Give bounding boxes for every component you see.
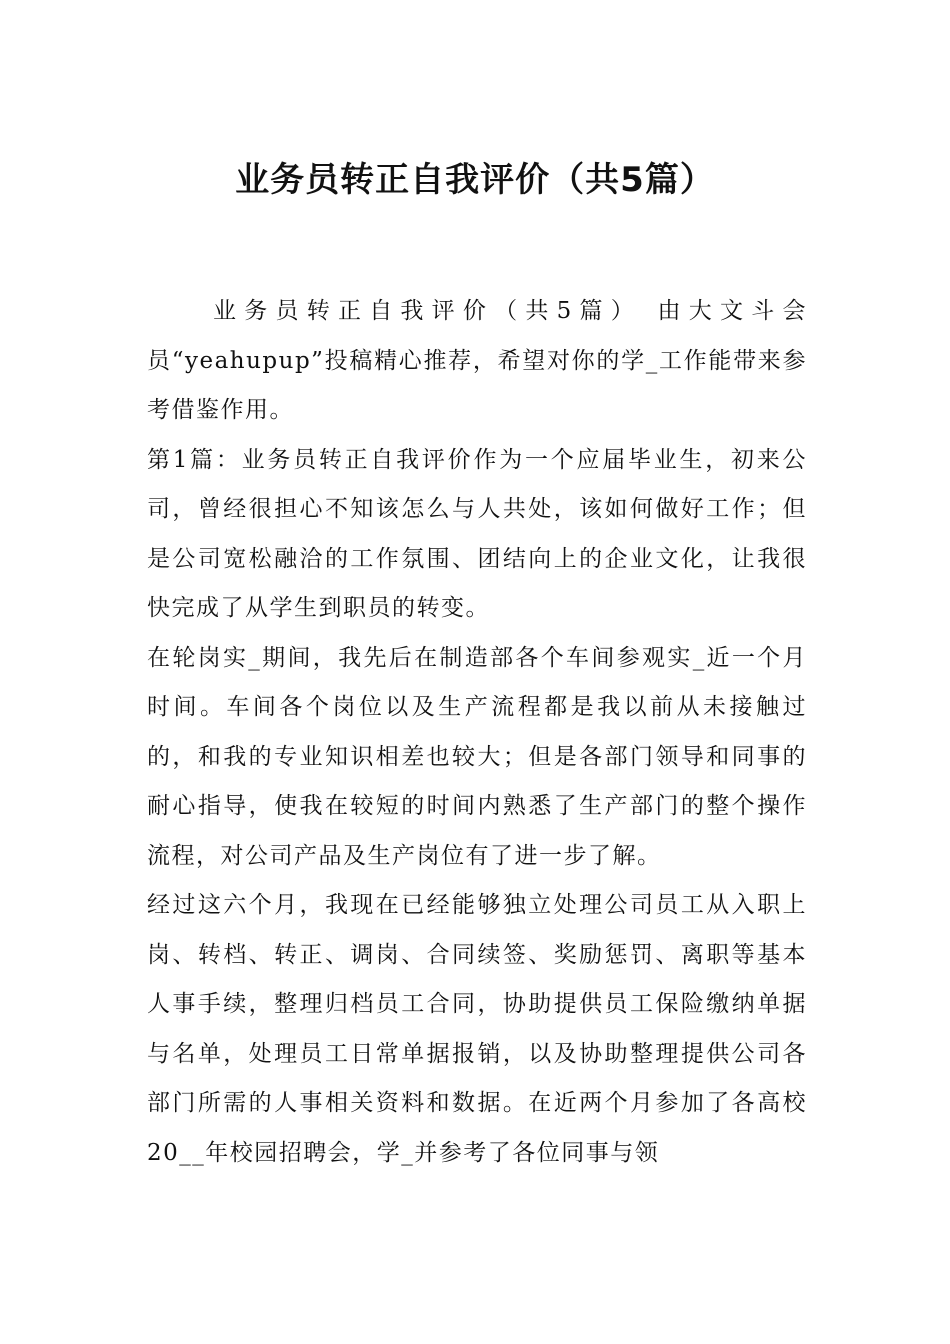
body-paragraph-1: 第1篇：业务员转正自我评价作为一个应届毕业生，初来公司，曾经很担心不知该怎么与人共处，该如何做好工作；但是公司宽松融洽的工作氛围、团结向上的企业文化，让我很快完成了从学生到职员的转变。 [147, 446, 807, 621]
page-title: 业务员转正自我评价（共5篇） [235, 160, 715, 200]
body-paragraph-2: 在轮岗实_期间，我先后在制造部各个车间参观实_近一个月时间。车间各个岗位以及生产流程都是我以前从未接触过的，和我的专业知识相差也较大；但是各部门领导和同事的耐心指导，使我在较短的时间内熟悉了生产部门的整个操作流程，对公司产品及生产岗位有了进一步了解。 [147, 644, 807, 869]
document-body [147, 287, 807, 1178]
body-paragraph-3: 经过这六个月，我现在已经能够独立处理公司员工从入职上岗、转档、转正、调岗、合同续签、奖励惩罚、离职等基本人事手续，整理归档员工合同，协助提供员工保险缴纳单据与名单，处理员工日常单据报销，以及协助整理提供公司各部门所需的人事相关资料和数据。在近两个月参加了各高校20__年校园招聘会，学_并参考了各位同事与领 [147, 892, 807, 1166]
intro-paragraph: 业务员转正自我评价（共5篇） 由大文斗会员“yeahupup”投稿精心推荐，希望对你的学_工作能带来参考借鉴作用。 [147, 298, 807, 423]
